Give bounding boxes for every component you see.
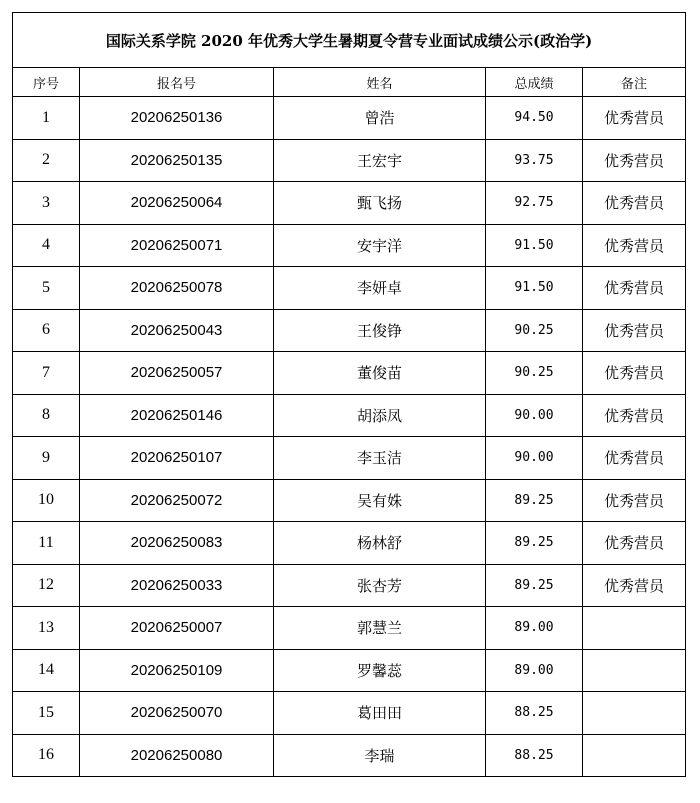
cell-reg-no: 20206250083 (80, 522, 274, 565)
cell-note: 优秀营员 (583, 522, 686, 565)
cell-note: 优秀营员 (583, 97, 686, 140)
cell-reg-no: 20206250136 (80, 97, 274, 140)
cell-score: 88.25 (486, 734, 583, 777)
cell-note: 优秀营员 (583, 182, 686, 225)
table-row (13, 224, 686, 267)
table-row (13, 352, 686, 395)
cell-score: 89.25 (486, 522, 583, 565)
cell-name: 郭慧兰 (274, 607, 486, 650)
header-row (13, 68, 686, 97)
table-row (13, 309, 686, 352)
cell-score: 91.50 (486, 224, 583, 267)
cell-reg-no: 20206250078 (80, 267, 274, 310)
cell-seq: 2 (13, 139, 80, 182)
table-title: 国际关系学院 2020 年优秀大学生暑期夏令营专业面试成绩公示(政治学) (13, 13, 686, 68)
cell-seq: 12 (13, 564, 80, 607)
cell-seq: 14 (13, 649, 80, 692)
cell-score: 88.25 (486, 692, 583, 735)
cell-score: 90.25 (486, 309, 583, 352)
cell-reg-no: 20206250033 (80, 564, 274, 607)
cell-reg-no: 20206250146 (80, 394, 274, 437)
cell-reg-no: 20206250043 (80, 309, 274, 352)
table-row (13, 267, 686, 310)
cell-name: 王俊铮 (274, 309, 486, 352)
cell-reg-no: 20206250064 (80, 182, 274, 225)
cell-score: 94.50 (486, 97, 583, 140)
table-row (13, 437, 686, 480)
cell-note: 优秀营员 (583, 224, 686, 267)
column-header-seq: 序号 (13, 68, 80, 97)
cell-seq: 3 (13, 182, 80, 225)
cell-name: 李玉洁 (274, 437, 486, 480)
cell-seq: 6 (13, 309, 80, 352)
cell-note (583, 734, 686, 777)
cell-reg-no: 20206250107 (80, 437, 274, 480)
cell-seq: 1 (13, 97, 80, 140)
cell-name: 董俊苗 (274, 352, 486, 395)
cell-note (583, 607, 686, 650)
cell-score: 89.00 (486, 607, 583, 650)
cell-seq: 7 (13, 352, 80, 395)
cell-name: 吴有姝 (274, 479, 486, 522)
cell-seq: 9 (13, 437, 80, 480)
cell-reg-no: 20206250109 (80, 649, 274, 692)
column-header-note: 备注 (583, 68, 686, 97)
cell-note (583, 692, 686, 735)
cell-name: 罗馨蕊 (274, 649, 486, 692)
cell-score: 93.75 (486, 139, 583, 182)
cell-name: 杨林舒 (274, 522, 486, 565)
cell-score: 89.00 (486, 649, 583, 692)
table-row (13, 479, 686, 522)
cell-reg-no: 20206250007 (80, 607, 274, 650)
cell-seq: 5 (13, 267, 80, 310)
cell-name: 王宏宇 (274, 139, 486, 182)
cell-name: 张杏芳 (274, 564, 486, 607)
table-row (13, 692, 686, 735)
cell-note: 优秀营员 (583, 479, 686, 522)
cell-note (583, 649, 686, 692)
column-header-score: 总成绩 (486, 68, 583, 97)
cell-note: 优秀营员 (583, 564, 686, 607)
cell-note: 优秀营员 (583, 139, 686, 182)
title-row (13, 13, 686, 68)
cell-note: 优秀营员 (583, 267, 686, 310)
table-row (13, 139, 686, 182)
cell-score: 90.00 (486, 437, 583, 480)
table-row (13, 564, 686, 607)
cell-score: 89.25 (486, 564, 583, 607)
cell-name: 甄飞扬 (274, 182, 486, 225)
table-row (13, 607, 686, 650)
cell-name: 葛田田 (274, 692, 486, 735)
cell-name: 胡添凤 (274, 394, 486, 437)
cell-seq: 16 (13, 734, 80, 777)
cell-reg-no: 20206250071 (80, 224, 274, 267)
cell-reg-no: 20206250135 (80, 139, 274, 182)
cell-score: 90.25 (486, 352, 583, 395)
table-row (13, 734, 686, 777)
cell-reg-no: 20206250080 (80, 734, 274, 777)
cell-name: 安宇洋 (274, 224, 486, 267)
cell-seq: 4 (13, 224, 80, 267)
cell-note: 优秀营员 (583, 394, 686, 437)
cell-reg-no: 20206250057 (80, 352, 274, 395)
table-row (13, 97, 686, 140)
column-header-reg-no: 报名号 (80, 68, 274, 97)
cell-note: 优秀营员 (583, 437, 686, 480)
cell-score: 91.50 (486, 267, 583, 310)
cell-seq: 15 (13, 692, 80, 735)
cell-seq: 10 (13, 479, 80, 522)
cell-seq: 8 (13, 394, 80, 437)
cell-score: 90.00 (486, 394, 583, 437)
cell-score: 92.75 (486, 182, 583, 225)
score-table (12, 12, 686, 777)
cell-seq: 11 (13, 522, 80, 565)
cell-seq: 13 (13, 607, 80, 650)
table-row (13, 182, 686, 225)
cell-reg-no: 20206250072 (80, 479, 274, 522)
table-row (13, 649, 686, 692)
column-header-name: 姓名 (274, 68, 486, 97)
cell-note: 优秀营员 (583, 352, 686, 395)
cell-name: 李瑞 (274, 734, 486, 777)
table-row (13, 394, 686, 437)
cell-name: 曾浩 (274, 97, 486, 140)
cell-score: 89.25 (486, 479, 583, 522)
table-row (13, 522, 686, 565)
cell-name: 李妍卓 (274, 267, 486, 310)
cell-note: 优秀营员 (583, 309, 686, 352)
cell-reg-no: 20206250070 (80, 692, 274, 735)
